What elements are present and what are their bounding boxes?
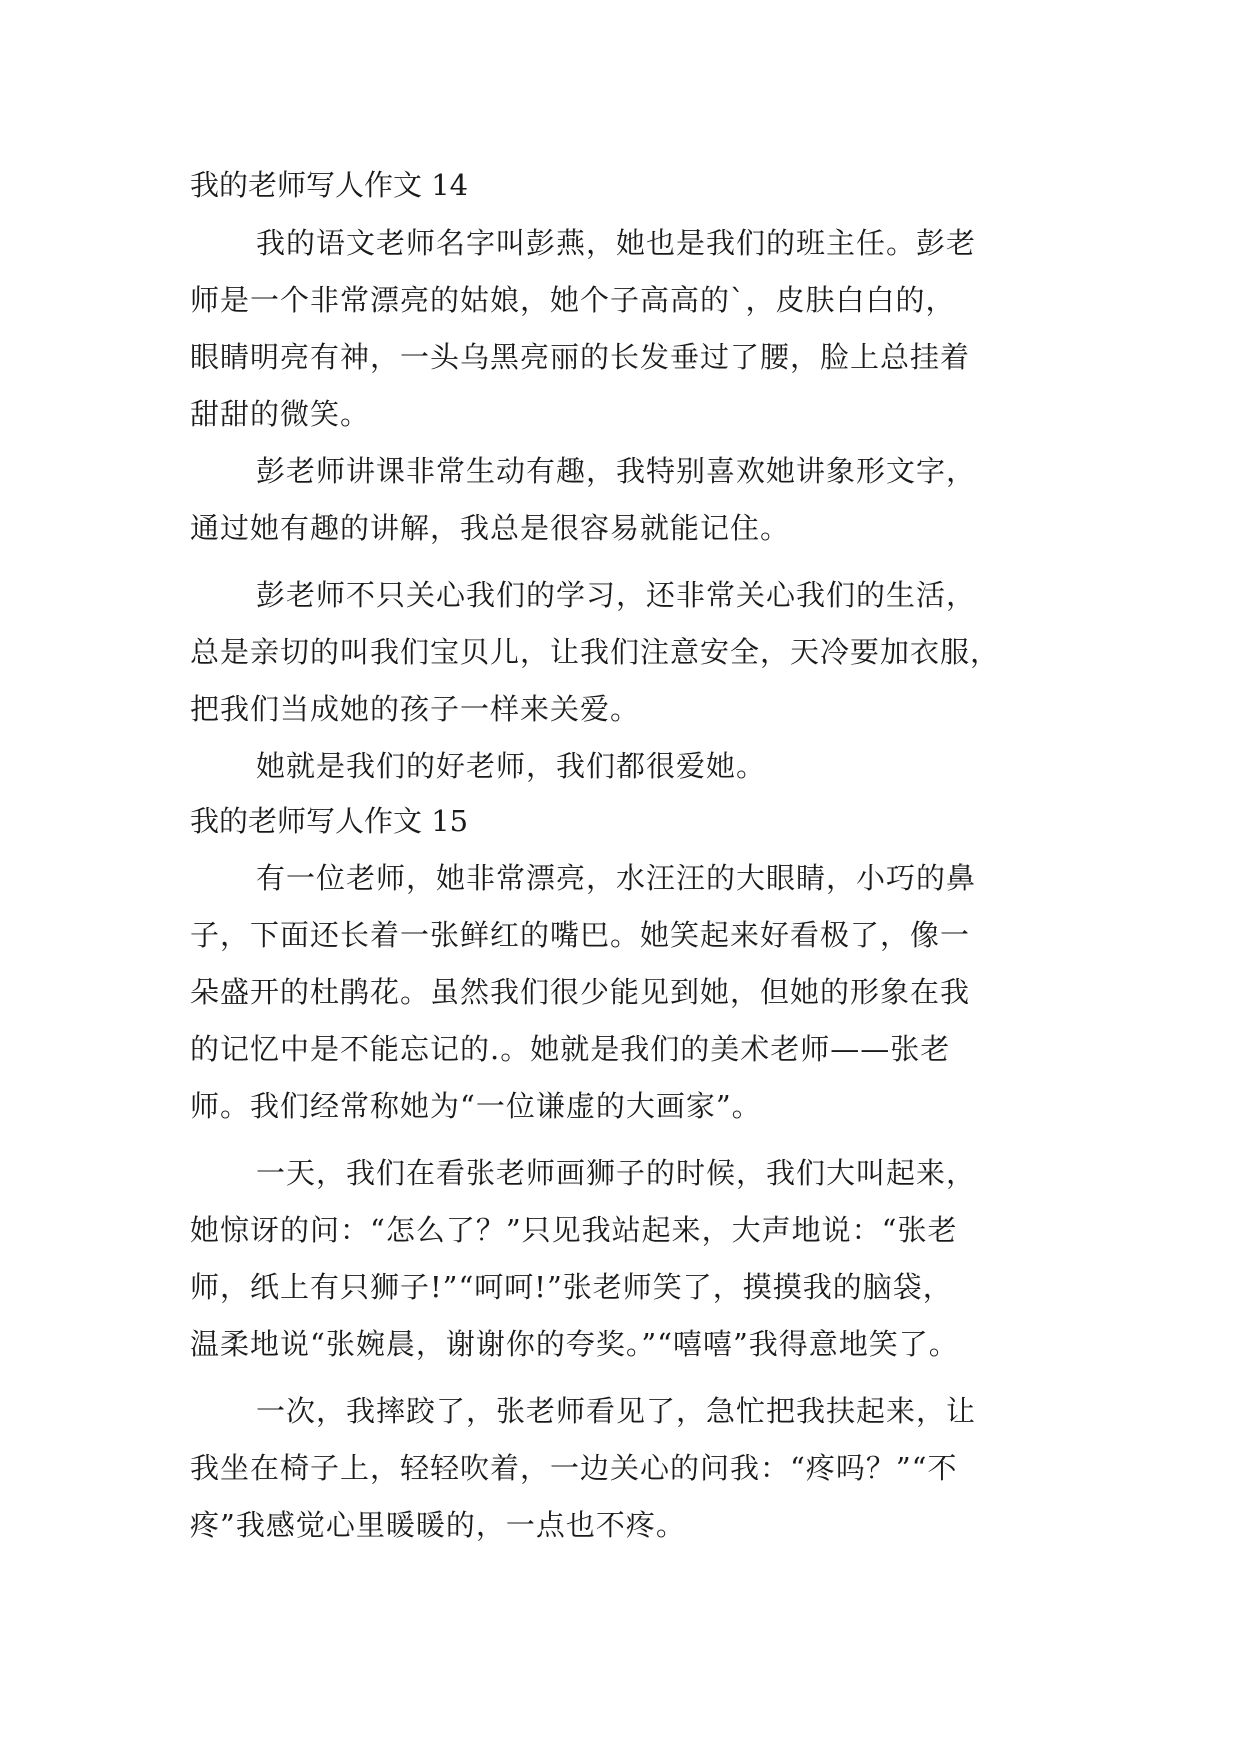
- paragraph-line: 她惊讶的问：“怎么了？”只见我站起来，大声地说：“张老: [190, 1213, 958, 1247]
- paragraph-line: 师，纸上有只狮子!”“呵呵!”张老师笑了，摸摸我的脑袋，: [190, 1270, 953, 1304]
- section-title-15: 我的老师写人作文 15: [190, 804, 469, 838]
- paragraph-line: 朵盛开的杜鹃花。虽然我们很少能见到她，但她的形象在我: [190, 975, 971, 1009]
- paragraph-line: 我坐在椅子上，轻轻吹着，一边关心的问我：“疼吗？”“不: [190, 1451, 958, 1485]
- paragraph-line: 眼睛明亮有神，一头乌黑亮丽的长发垂过了腰，脸上总挂着: [190, 340, 971, 374]
- paragraph-line: 的记忆中是不能忘记的.。她就是我们的美术老师——张老: [190, 1032, 951, 1066]
- paragraph-line: 甜甜的微笑。: [190, 397, 371, 431]
- paragraph-line: 把我们当成她的孩子一样来关爱。: [190, 692, 641, 726]
- paragraph-line: 她就是我们的好老师，我们都很爱她。: [256, 749, 767, 783]
- paragraph-line: 一天，我们在看张老师画狮子的时候，我们大叫起来，: [256, 1156, 977, 1190]
- paragraph-line: 子，下面还长着一张鲜红的嘴巴。她笑起来好看极了，像一: [190, 918, 971, 952]
- paragraph-line: 师是一个非常漂亮的姑娘，她个子高高的`，皮肤白白的，: [190, 283, 956, 317]
- paragraph-line: 一次，我摔跤了，张老师看见了，急忙把我扶起来，让: [256, 1394, 977, 1428]
- paragraph-line: 师。我们经常称她为“一位谦虚的大画家”。: [190, 1089, 762, 1123]
- paragraph-line: 有一位老师，她非常漂亮，水汪汪的大眼睛，小巧的鼻: [256, 861, 977, 895]
- paragraph-line: 温柔地说“张婉晨，谢谢你的夸奖。”“嘻嘻”我得意地笑了。: [190, 1327, 959, 1361]
- section-title-14: 我的老师写人作文 14: [190, 168, 469, 202]
- paragraph-line: 我的语文老师名字叫彭燕，她也是我们的班主任。彭老: [256, 226, 977, 260]
- paragraph-line: 彭老师讲课非常生动有趣，我特别喜欢她讲象形文字，: [256, 454, 977, 488]
- paragraph-line: 彭老师不只关心我们的学习，还非常关心我们的生活，: [256, 578, 977, 612]
- paragraph-line: 总是亲切的叫我们宝贝儿，让我们注意安全，天冷要加衣服，: [190, 635, 1001, 669]
- paragraph-line: 通过她有趣的讲解，我总是很容易就能记住。: [190, 511, 791, 545]
- paragraph-line: 疼”我感觉心里暖暖的，一点也不疼。: [190, 1508, 686, 1542]
